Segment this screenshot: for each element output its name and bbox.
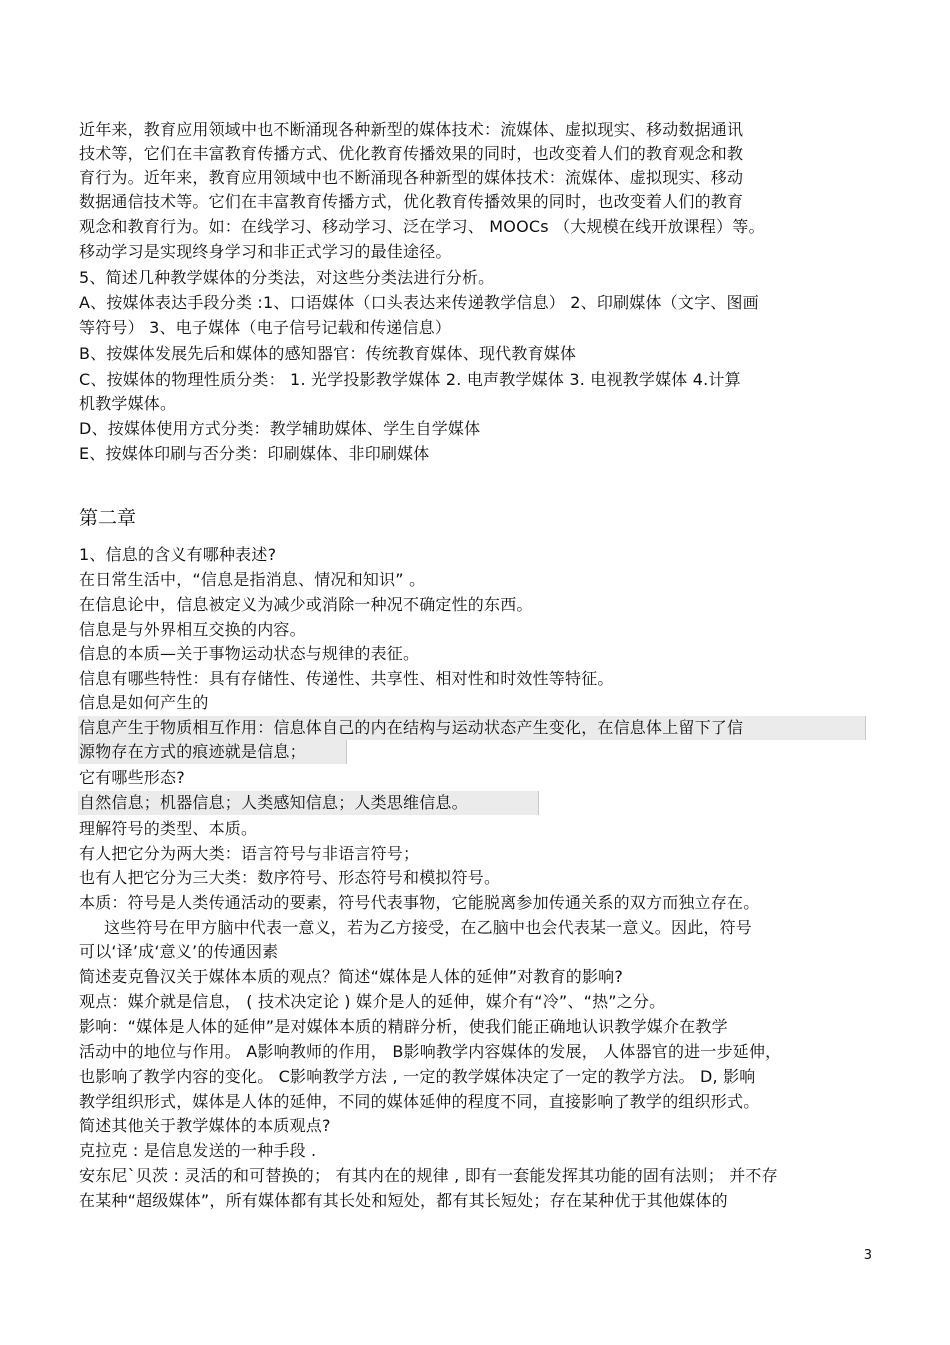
text-line: C、按媒体的物理性质分类： 1. 光学投影教学媒体 2. 电声教学媒体 3. 电视教学媒体 4.计算 bbox=[79, 370, 741, 389]
text-line: 等符号） 3、电子媒体（电子信号记载和传递信息） bbox=[79, 318, 452, 337]
highlighted-text-line: 信息产生于物质相互作用：信息体自己的内在结构与运动状态产生变化，在信息体上留下了信 bbox=[79, 718, 744, 737]
text-line: D、按媒体使用方式分类：教学辅助媒体、学生自学媒体 bbox=[79, 419, 481, 438]
question-heading: 5、简述几种教学媒体的分类法，对这些分类法进行分析。 bbox=[79, 268, 495, 287]
text-line: 观点：媒介就是信息， ( 技术决定论 ) 媒介是人的延伸，媒介有“冷”、“热”之分。 bbox=[79, 992, 666, 1011]
text-line: 信息有哪些特性：具有存储性、传递性、共享性、相对性和时效性等特征。 bbox=[79, 669, 614, 688]
text-line: 育行为。近年来，教育应用领域中也不断涌现各种新型的媒体技术：流媒体、虚拟现实、移动 bbox=[79, 168, 744, 187]
text-line: 可以‘译’成‘意义’的传通因素 bbox=[79, 942, 279, 961]
question-heading: 1、信息的含义有哪种表述? bbox=[79, 545, 277, 564]
text-line: 信息是与外界相互交换的内容。 bbox=[79, 620, 306, 639]
text-line: A、按媒体表达手段分类 :1、口语媒体（口头表达来传递教学信息） 2、印刷媒体（文字、图画 bbox=[79, 293, 759, 312]
text-line: 有人把它分为两大类：语言符号与非语言符号； bbox=[79, 844, 420, 863]
text-line: 近年来，教育应用领域中也不断涌现各种新型的媒体技术：流媒体、虚拟现实、移动数据通讯 bbox=[79, 120, 744, 139]
text-line: 也有人把它分为三大类：数序符号、形态符号和模拟符号。 bbox=[79, 868, 501, 887]
text-line: 技术等，它们在丰富教育传播方式、优化教育传播效果的同时，也改变着人们的教育观念和教 bbox=[79, 144, 744, 163]
text-line: 这些符号在甲方脑中代表一意义，若为乙方接受，在乙脑中也会代表某一意义。因此，符号 bbox=[104, 918, 753, 937]
text-line: 在某种“超级媒体”，所有媒体都有其长处和短处，都有其长短处；存在某种优于其他媒体的 bbox=[79, 1191, 728, 1210]
text-line: 观念和教育行为。如：在线学习、移动学习、泛在学习、 MOOCs （大规模在线开放课程）等。 bbox=[79, 217, 765, 236]
text-line: 它有哪些形态? bbox=[79, 768, 185, 787]
text-line: 教学组织形式，媒体是人体的延伸，不同的媒体延伸的程度不同，直接影响了教学的组织形式。 bbox=[79, 1092, 760, 1111]
highlighted-text-line: 自然信息；机器信息；人类感知信息；人类思维信息。 bbox=[79, 793, 468, 812]
text-line: 信息是如何产生的 bbox=[79, 693, 209, 712]
page-number: 3 bbox=[863, 1248, 872, 1263]
text-line: 在信息论中，信息被定义为减少或消除一种况不确定性的东西。 bbox=[79, 595, 533, 614]
text-line: 本质：符号是人类传通活动的要素，符号代表事物，它能脱离参加传通关系的双方而独立存在。 bbox=[79, 893, 760, 912]
text-line: 在日常生活中，“信息是指消息、情况和知识” 。 bbox=[79, 570, 426, 589]
text-line: 安东尼`贝茨 : 灵活的和可替换的； 有其内在的规律 , 即有一套能发挥其功能的固有法则； 并不存 bbox=[79, 1166, 778, 1185]
text-line: 数据通信技术等。它们在丰富教育传播方式，优化教育传播效果的同时，也改变着人们的教育 bbox=[79, 192, 744, 211]
text-line: B、按媒体发展先后和媒体的感知器官：传统教育媒体、现代教育媒体 bbox=[79, 344, 577, 363]
text-line: 影响：“媒体是人体的延伸”是对媒体本质的精辟分析，使我们能正确地认识教学媒介在教学 bbox=[79, 1017, 728, 1036]
text-line: 活动中的地位与作用。 A影响教师的作用， B影响教学内容媒体的发展， 人体器官的进一步延伸， bbox=[79, 1042, 782, 1061]
text-line: 理解符号的类型、本质。 bbox=[79, 819, 258, 838]
text-line: E、按媒体印刷与否分类：印刷媒体、非印刷媒体 bbox=[79, 444, 430, 463]
text-line: 简述麦克鲁汉关于媒体本质的观点？简述“媒体是人体的延伸”对教育的影响? bbox=[79, 967, 624, 986]
text-line: 克拉克 : 是信息发送的一种手段 . bbox=[79, 1141, 317, 1160]
chapter-title: 第二章 bbox=[79, 507, 137, 529]
text-line: 信息的本质—关于事物运动状态与规律的表征。 bbox=[79, 644, 420, 663]
text-line: 移动学习是实现终身学习和非正式学习的最佳途径。 bbox=[79, 242, 452, 261]
text-line: 机教学媒体。 bbox=[79, 394, 177, 413]
text-line: 简述其他关于教学媒体的本质观点? bbox=[79, 1116, 331, 1135]
highlighted-text-line: 源物存在方式的痕迹就是信息； bbox=[79, 742, 306, 761]
text-line: 也影响了教学内容的变化。 C影响教学方法 , 一定的教学媒体决定了一定的教学方法。 D, 影响 bbox=[79, 1067, 756, 1086]
